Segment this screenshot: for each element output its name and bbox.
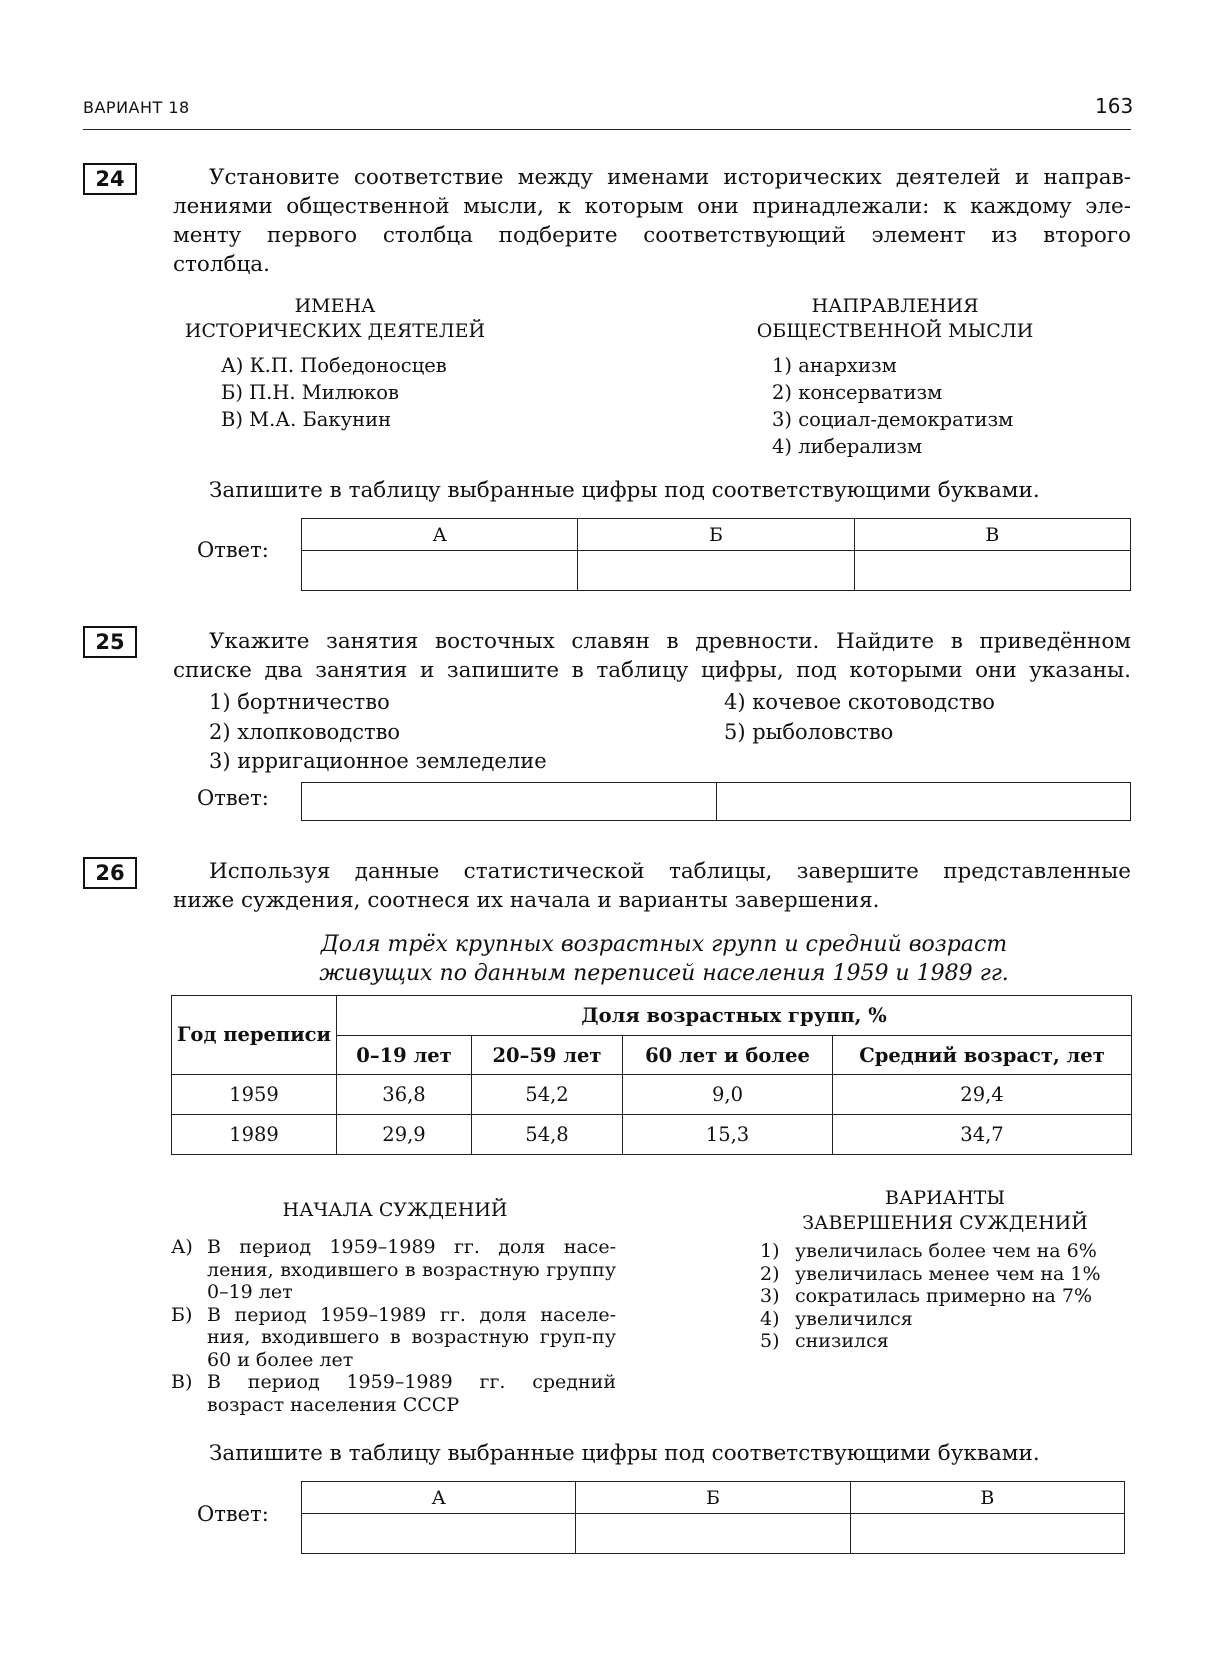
endings-list [760, 1240, 1101, 1353]
left-heading-line-1: ИМЕНА [294, 295, 376, 317]
answer-cell-b[interactable] [576, 1514, 850, 1554]
name-item-c: В) М.А. Бакунин [221, 408, 392, 431]
cell-value: 9,0 [623, 1075, 833, 1115]
activity-item-3: 3) ирригационное земледелие [209, 749, 547, 773]
beginning-text: В период 1959–1989 гг. средний возраст населения СССР [207, 1371, 616, 1416]
beginning-item-c [171, 1371, 616, 1416]
answer-col-b: Б [576, 1482, 850, 1514]
col-header-avg-age: Средний возраст, лет [833, 1036, 1132, 1075]
year-header: Год переписи [172, 996, 337, 1075]
col-header-20-59: 20–59 лет [472, 1036, 623, 1075]
beginning-text: В период 1959–1989 гг. доля насе-ления, входившего в возрастную группу 0–19 лет [207, 1236, 616, 1303]
table-row [172, 1075, 1132, 1115]
ending-item-5 [760, 1330, 1101, 1353]
task-26-instruction: Запишите в таблицу выбранные цифры под соответствующими буквами. [209, 1441, 1040, 1466]
task-24-instruction: Запишите в таблицу выбранные цифры под соответствующими буквами. [209, 478, 1040, 503]
stat-table [171, 995, 1132, 1155]
task-26-line-2: ниже суждения, соотнеся их начала и варианты завершения. [173, 888, 880, 913]
beginning-text: В период 1959–1989 гг. доля населе-ния, входившего в возрастную груп-пу 60 и более лет [207, 1303, 616, 1371]
direction-item-3: 3) социал-демократизм [772, 408, 1014, 431]
task-26-text [173, 857, 1131, 915]
right-heading-line-1: НАПРАВЛЕНИЯ [811, 295, 979, 317]
beginning-item-b [171, 1304, 616, 1372]
beginnings-list [171, 1236, 616, 1416]
answer-col-b: Б [578, 519, 854, 551]
cell-value: 15,3 [623, 1115, 833, 1155]
ending-mark: 2) [760, 1262, 780, 1285]
task-24-text [173, 163, 1131, 279]
answer-col-c: В [850, 1482, 1124, 1514]
stat-table-caption [164, 930, 1164, 988]
col-header-60-plus: 60 лет и более [623, 1036, 833, 1075]
col-header-0-19: 0–19 лет [337, 1036, 472, 1075]
ending-mark: 3) [760, 1285, 780, 1307]
ending-mark: 5) [760, 1330, 780, 1352]
answer-cell-1[interactable] [302, 783, 717, 821]
ending-text: снизился [795, 1330, 889, 1352]
answer-col-c: В [854, 519, 1130, 551]
beginning-mark: Б) [171, 1303, 193, 1326]
right-heading-line-2: ОБЩЕСТВЕННОЙ МЫСЛИ [756, 320, 1034, 342]
answer-cell-a[interactable] [302, 1514, 576, 1554]
page-number: 163 [1095, 94, 1134, 118]
task-24-line-1: Установите соответствие между именами исторических деятелей и направ- [209, 165, 1131, 190]
ending-item-4 [760, 1308, 1101, 1331]
name-item-b: Б) П.Н. Милюков [221, 381, 399, 404]
ending-text: увеличился [795, 1307, 913, 1330]
task-26-answer-table [301, 1481, 1125, 1554]
task-25-options-right [724, 688, 995, 747]
task-25-number: 25 [83, 626, 137, 658]
task-25-options-left [209, 688, 547, 777]
endings-heading-line-1: ВАРИАНТЫ [884, 1187, 1006, 1209]
cell-value: 54,8 [472, 1115, 623, 1155]
ending-item-1 [760, 1240, 1101, 1263]
variant-title: ВАРИАНТ 18 [83, 98, 190, 117]
direction-item-4: 4) либерализм [772, 435, 923, 458]
answer-cell-c[interactable] [850, 1514, 1124, 1554]
row-year: 1989 [172, 1115, 337, 1155]
beginning-item-a [171, 1236, 616, 1304]
task-24-answer-table [301, 518, 1131, 591]
ending-text: сократилась примерно на 7% [795, 1285, 1093, 1307]
activity-item-4: 4) кочевое скотоводство [724, 690, 995, 714]
task-25-answer-label: Ответ: [197, 786, 269, 810]
task-24-left-heading [170, 294, 500, 344]
header-divider [83, 129, 1131, 130]
activity-item-2: 2) хлопководство [209, 719, 401, 744]
answer-cell-b[interactable] [578, 551, 854, 591]
ending-text: увеличилась более чем на 6% [795, 1240, 1097, 1262]
ending-item-3 [760, 1285, 1101, 1308]
caption-line-2: живущих по данным переписей населения 1959 и 1989 гг. [319, 961, 1009, 986]
direction-item-2: 2) консерватизм [772, 381, 943, 404]
cell-value: 36,8 [337, 1075, 472, 1115]
task-26-number: 26 [83, 857, 137, 889]
task-24-number: 24 [83, 163, 137, 195]
ending-mark: 4) [760, 1307, 780, 1330]
direction-item-1: 1) анархизм [772, 354, 897, 377]
endings-heading-line-2: ЗАВЕРШЕНИЯ СУЖДЕНИЙ [802, 1212, 1088, 1234]
task-25-text [173, 627, 1131, 685]
task-24-names-list [221, 352, 447, 433]
ending-mark: 1) [760, 1240, 780, 1262]
answer-col-a: А [302, 519, 578, 551]
row-year: 1959 [172, 1075, 337, 1115]
beginning-mark: А) [171, 1236, 193, 1258]
beginning-mark: В) [171, 1371, 193, 1393]
left-heading-line-2: ИСТОРИЧЕСКИХ ДЕЯТЕЛЕЙ [184, 320, 486, 342]
answer-col-a: А [302, 1482, 576, 1514]
task-25-answer-table [301, 782, 1131, 821]
activity-item-1: 1) бортничество [209, 690, 390, 714]
task-24-directions-list [772, 352, 1013, 460]
task-25-line-2: списке два занятия и запишите в таблицу цифры, под которыми они указаны. [173, 658, 1131, 683]
cell-value: 29,4 [833, 1075, 1132, 1115]
task-26-answer-label: Ответ: [197, 1502, 269, 1526]
activity-item-5: 5) рыболовство [724, 719, 894, 744]
ending-item-2 [760, 1263, 1101, 1286]
table-row [172, 1115, 1132, 1155]
task-24-line-4: столбца. [173, 252, 270, 277]
cell-value: 34,7 [833, 1115, 1132, 1155]
beginnings-heading: НАЧАЛА СУЖДЕНИЙ [282, 1199, 508, 1221]
ending-text: увеличилась менее чем на 1% [795, 1262, 1101, 1285]
endings-heading [790, 1186, 1100, 1236]
group-header: Доля возрастных групп, % [337, 996, 1132, 1036]
cell-value: 29,9 [337, 1115, 472, 1155]
caption-line-1: Доля трёх крупных возрастных групп и средний возраст [320, 932, 1008, 957]
answer-cell-2[interactable] [716, 783, 1131, 821]
task-26-line-1: Используя данные статистической таблицы, завершите представленные [209, 859, 1131, 884]
task-24-line-3: менту первого столбца подберите соответствующий элемент из второго [173, 223, 1131, 248]
task-25-line-1: Укажите занятия восточных славян в древности. Найдите в приведённом [209, 629, 1131, 654]
answer-cell-a[interactable] [302, 551, 578, 591]
task-24-right-heading [745, 294, 1045, 344]
task-24-line-2: лениями общественной мысли, к которым они принадлежали: к каждому эле- [173, 194, 1131, 219]
answer-cell-c[interactable] [854, 551, 1130, 591]
name-item-a: А) К.П. Победоносцев [221, 354, 447, 377]
task-24-answer-label: Ответ: [197, 538, 269, 562]
cell-value: 54,2 [472, 1075, 623, 1115]
